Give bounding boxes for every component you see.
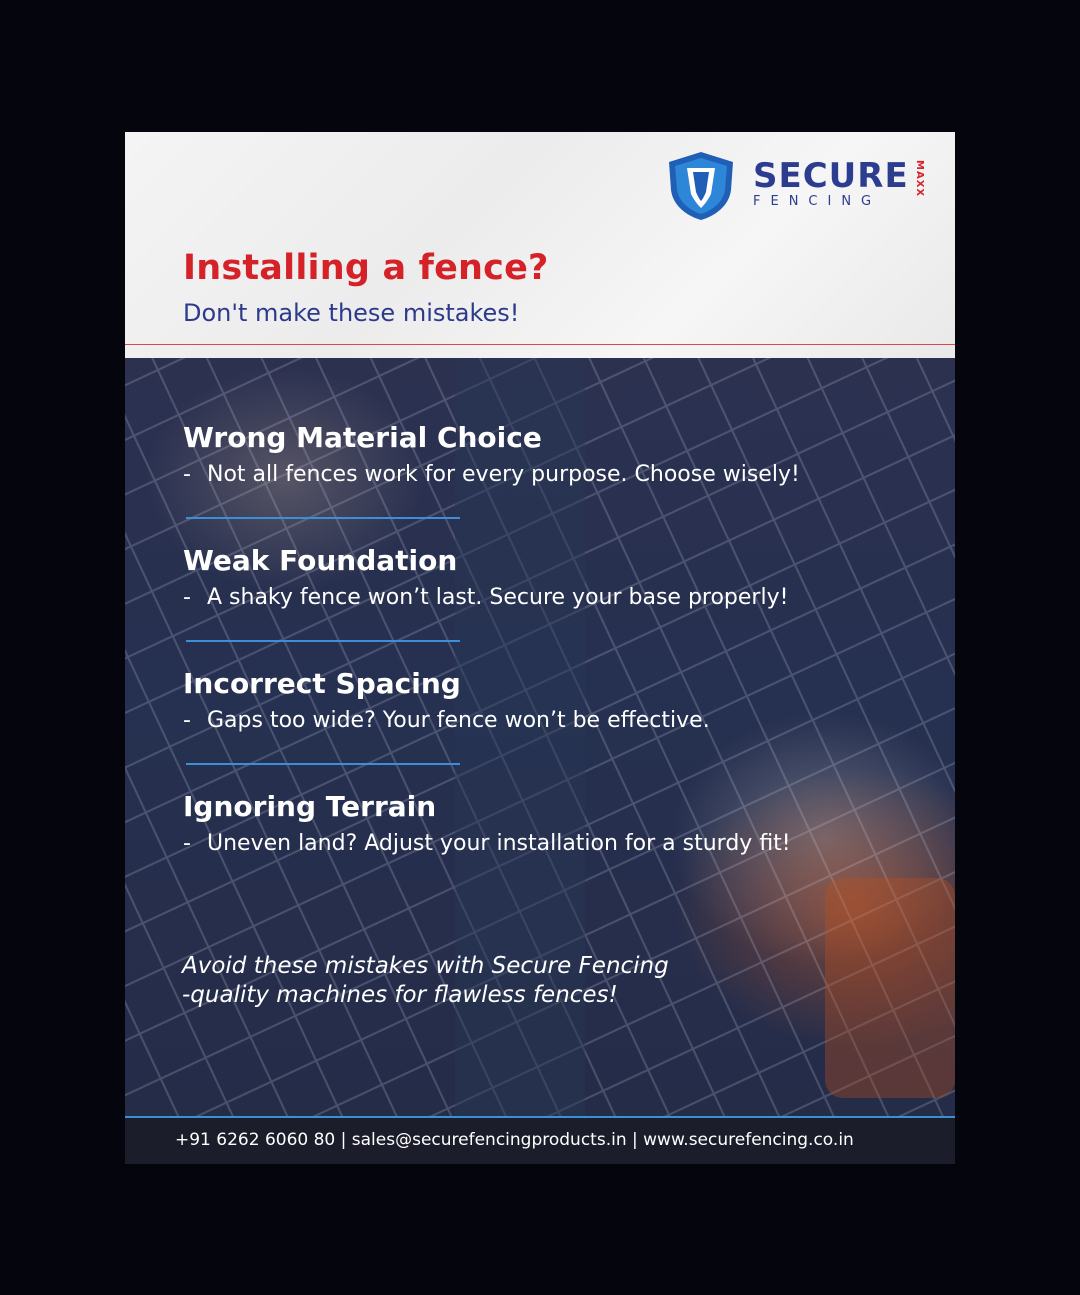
content-panel <box>125 358 955 1116</box>
mistake-title: Weak Foundation <box>183 544 458 577</box>
closing-line-1: Avoid these mistakes with Secure Fencing <box>182 953 669 979</box>
closing-message <box>182 952 669 1010</box>
page-subtitle: Don't make these mistakes! <box>183 299 520 327</box>
section-divider <box>186 640 460 642</box>
brand-tagline: FENCING <box>753 194 882 209</box>
mistake-item-2 <box>183 543 923 613</box>
mistake-description-text: A shaky fence won’t last. Secure your base properly! <box>207 585 789 610</box>
mistake-item-4 <box>183 789 923 859</box>
mistake-title: Incorrect Spacing <box>183 667 461 700</box>
mistake-title: Ignoring Terrain <box>183 790 437 823</box>
mistake-description <box>183 583 923 613</box>
brand-logo <box>665 150 935 222</box>
mistake-description <box>183 460 923 490</box>
bullet-dash: - <box>183 462 191 487</box>
footer <box>125 1116 955 1164</box>
footer-contact: +91 6262 6060 80 | sales@securefencingproducts.in | www.securefencing.co.in <box>175 1130 854 1150</box>
page-title: Installing a fence? <box>183 248 549 288</box>
mistake-item-1 <box>183 420 923 490</box>
poster-card <box>125 132 955 1164</box>
mistake-item-3 <box>183 666 923 736</box>
header-divider <box>125 344 955 345</box>
mistake-description <box>183 829 923 859</box>
header <box>125 132 955 358</box>
section-divider <box>186 763 460 765</box>
mistake-description-text: Not all fences work for every purpose. Choose wisely! <box>207 462 800 487</box>
brand-badge: MAXX <box>914 160 925 198</box>
shield-icon <box>665 150 737 222</box>
section-divider <box>186 517 460 519</box>
bullet-dash: - <box>183 585 191 610</box>
brand-name: SECURE <box>753 156 909 196</box>
bullet-dash: - <box>183 708 191 733</box>
mistake-description-text: Gaps too wide? Your fence won’t be effective. <box>207 708 710 733</box>
closing-line-2: -quality machines for flawless fences! <box>182 982 618 1008</box>
mistake-description <box>183 706 923 736</box>
bullet-dash: - <box>183 831 191 856</box>
mistake-title: Wrong Material Choice <box>183 421 542 454</box>
mistake-description-text: Uneven land? Adjust your installation for a sturdy fit! <box>207 831 791 856</box>
